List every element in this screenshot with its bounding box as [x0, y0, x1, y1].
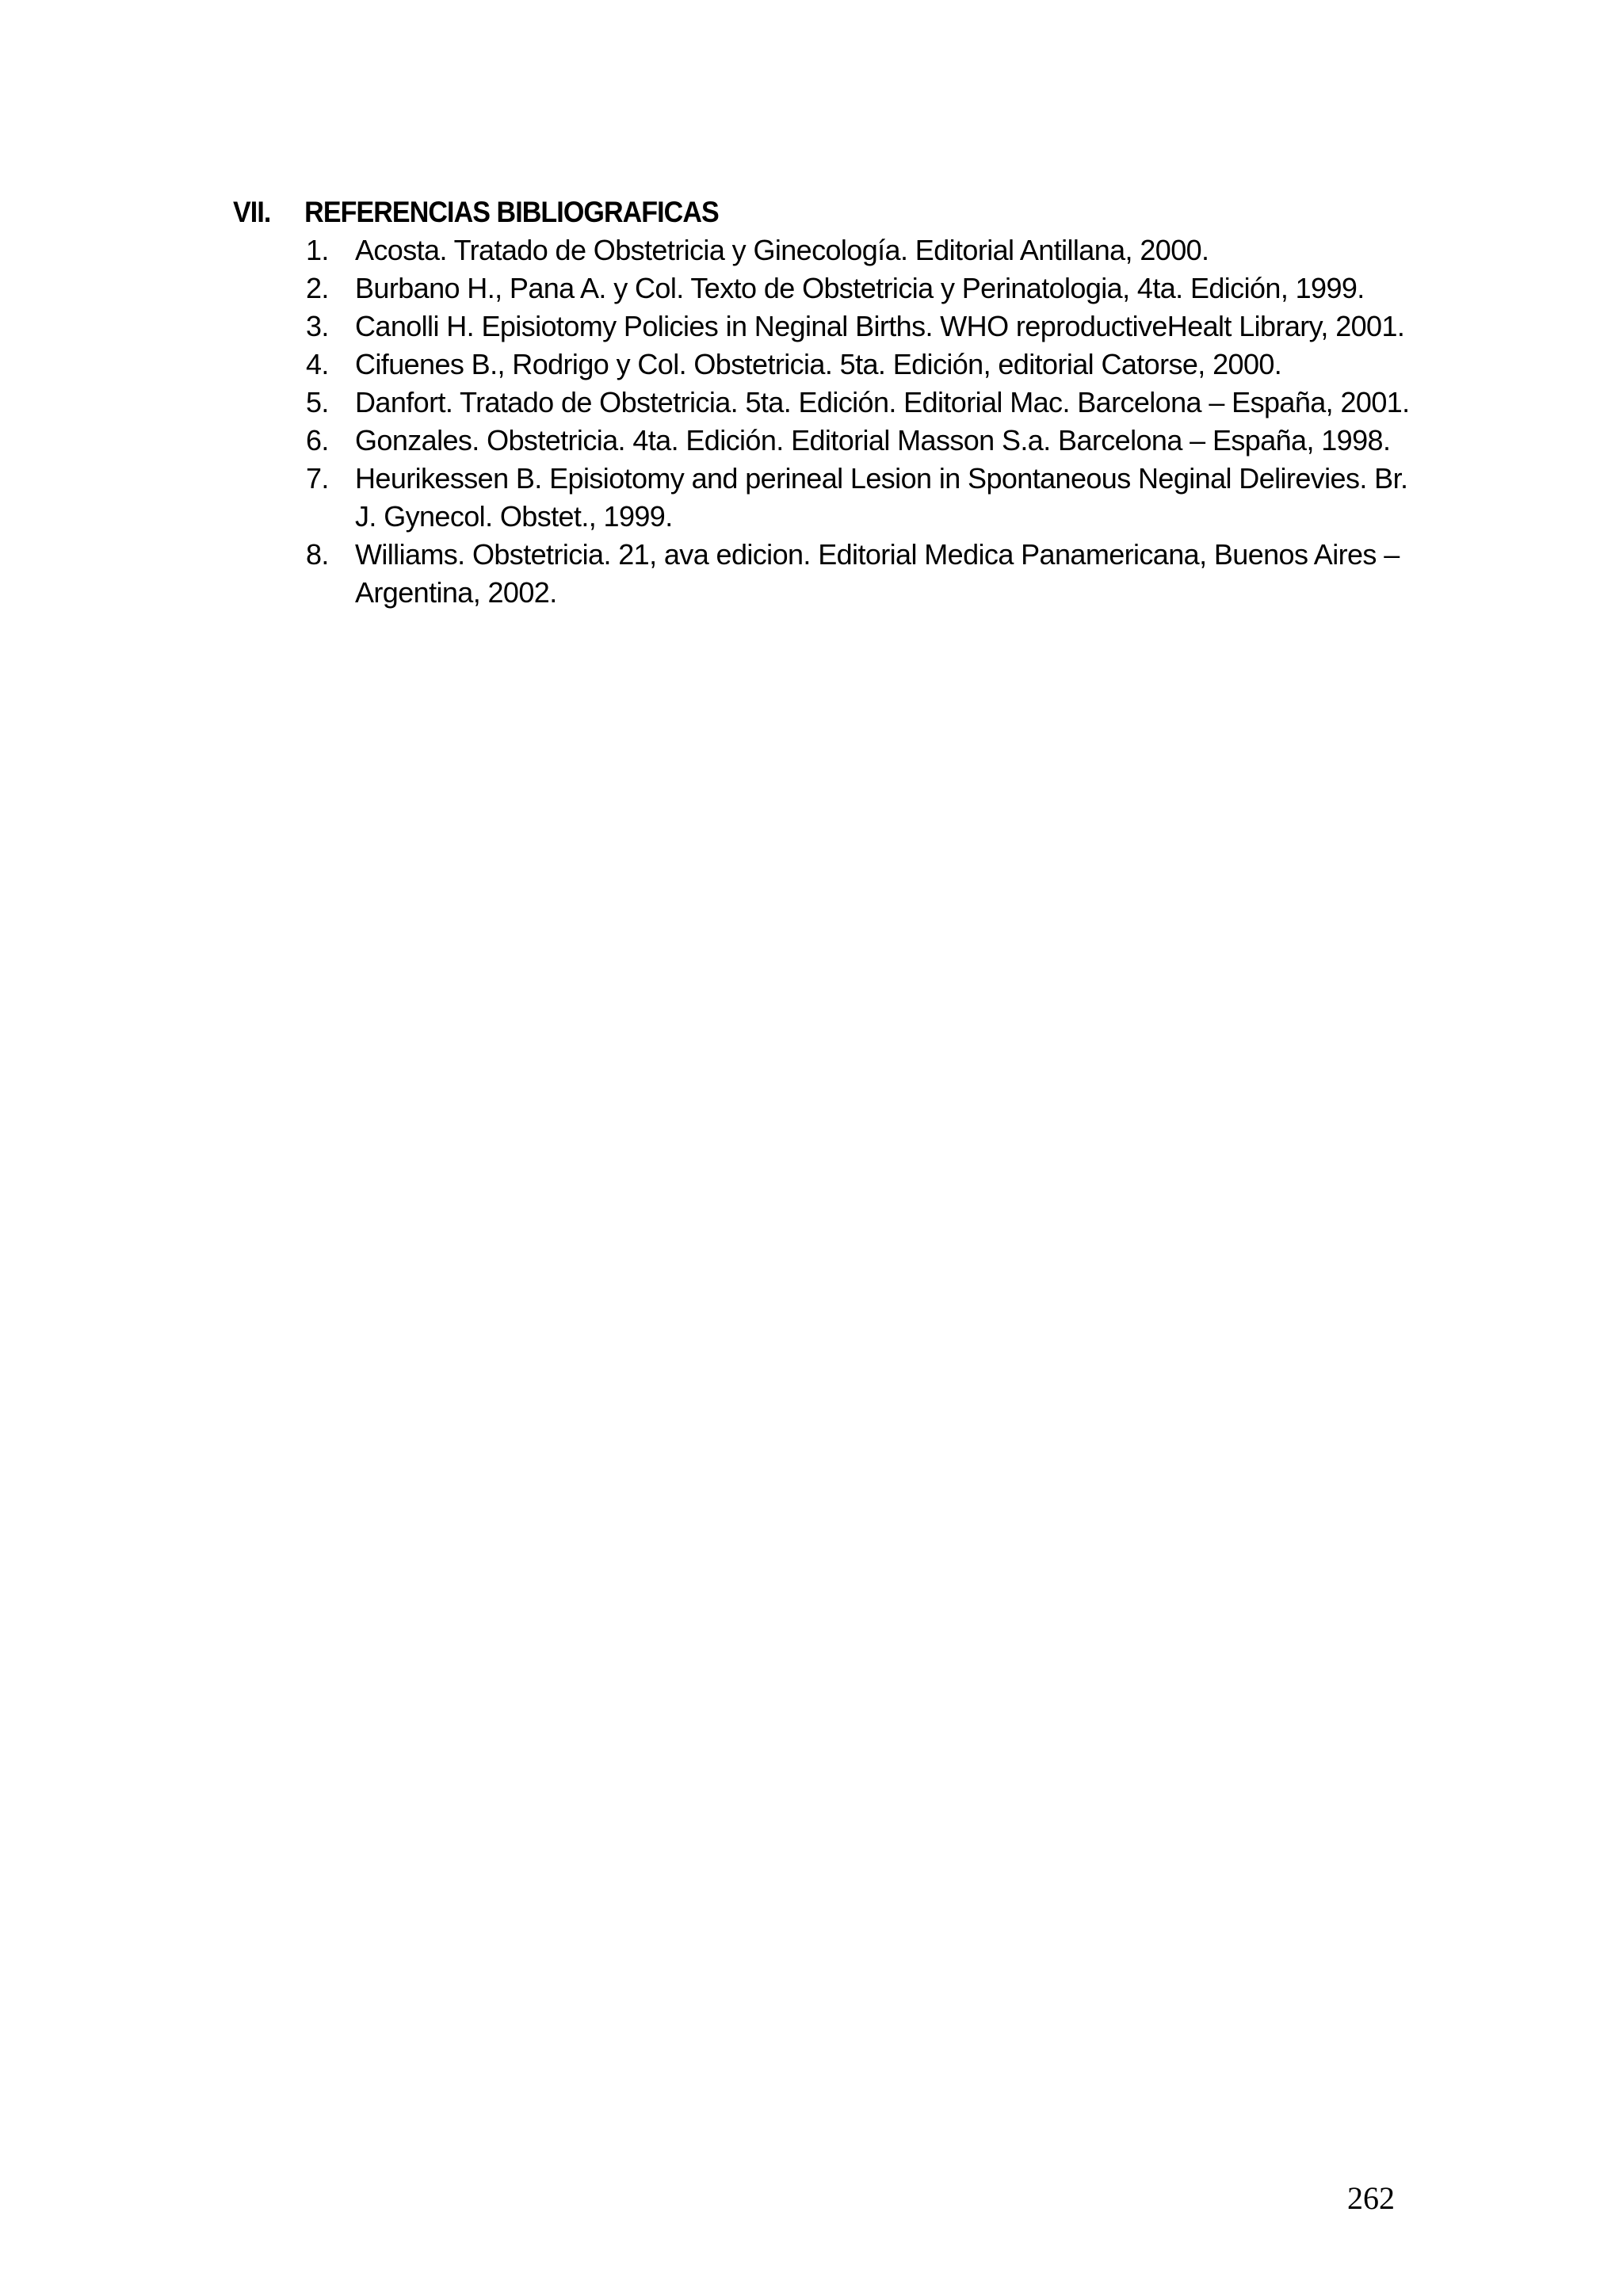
reference-number: 3. — [306, 310, 329, 342]
reference-number: 2. — [306, 272, 329, 304]
reference-list — [306, 231, 1422, 612]
reference-item — [306, 460, 1422, 536]
page-number: 262 — [1347, 2180, 1395, 2216]
reference-text: Danfort. Tratado de Obstetricia. 5ta. Edición. Editorial Mac. Barcelona – España, 2001. — [355, 386, 1410, 418]
reference-text: Cifuenes B., Rodrigo y Col. Obstetricia. 5ta. Edición, editorial Catorse, 2000. — [355, 348, 1282, 380]
section-heading — [233, 193, 1327, 231]
reference-number: 6. — [306, 424, 329, 457]
reference-number: 4. — [306, 348, 329, 380]
section-number: VII. — [233, 196, 271, 228]
reference-text: Canolli H. Episiotomy Policies in Neginal Births. WHO reproductiveHealt Library, 2001. — [355, 310, 1405, 342]
reference-number: 5. — [306, 386, 329, 418]
reference-number: 8. — [306, 538, 329, 571]
reference-text: Burbano H., Pana A. y Col. Texto de Obstetricia y Perinatologia, 4ta. Edición, 1999. — [355, 272, 1365, 304]
section-title: REFERENCIAS BIBLIOGRAFICAS — [304, 196, 719, 228]
reference-item — [306, 536, 1422, 612]
reference-item — [306, 346, 1422, 384]
reference-text: Williams. Obstetricia. 21, ava edicion. Editorial Medica Panamericana, Buenos Aires – Argentina, 2002. — [355, 538, 1400, 609]
reference-number: 1. — [306, 234, 329, 266]
reference-item — [306, 308, 1422, 346]
reference-item — [306, 269, 1422, 308]
reference-text: Acosta. Tratado de Obstetricia y Ginecología. Editorial Antillana, 2000. — [355, 234, 1209, 266]
reference-item — [306, 231, 1422, 269]
reference-text: Heurikessen B. Episiotomy and perineal Lesion in Spontaneous Neginal Delirevies. Br. J. Gynecol. Obstet., 1999. — [355, 462, 1408, 533]
reference-text: Gonzales. Obstetricia. 4ta. Edición. Editorial Masson S.a. Barcelona – España, 1998. — [355, 424, 1391, 457]
reference-item — [306, 384, 1422, 422]
reference-number: 7. — [306, 462, 329, 495]
reference-item — [306, 422, 1422, 460]
references-section — [233, 193, 1422, 612]
